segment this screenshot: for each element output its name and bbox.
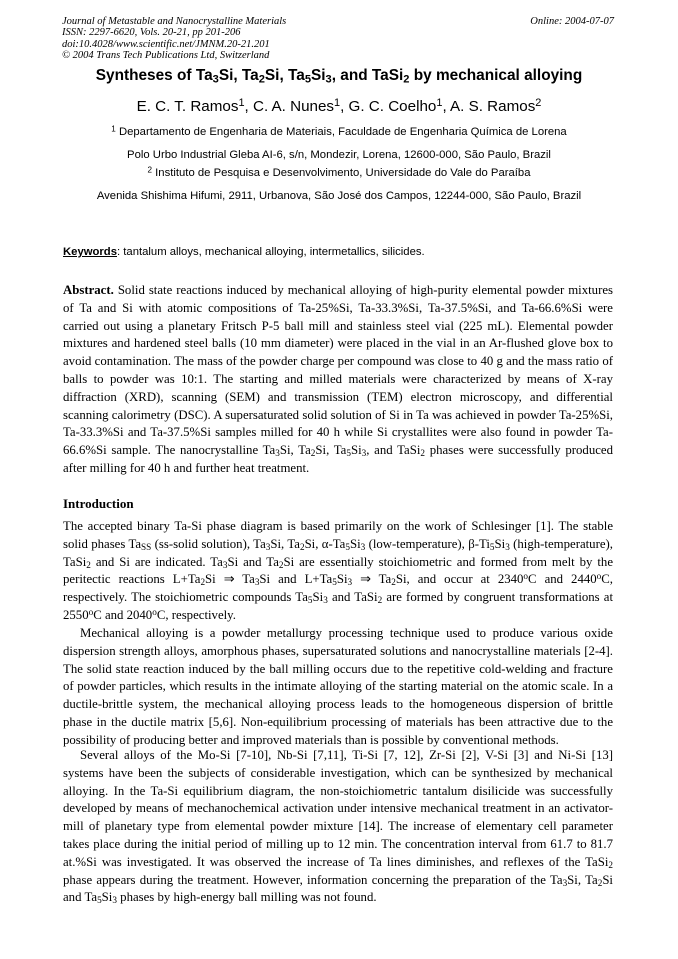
introduction-heading: Introduction bbox=[63, 496, 134, 511]
abstract-paragraph: Abstract. Solid state reactions induced by mechanical alloying of high-purity elemental powder mixtures of Ta and Si with atomic compositions of Ta-25%Si, Ta-33.3%Si, Ta-37.5%Si, and Ta-66.6%Si were carried out using a planetary Fritsch P-5 ball mill and stainless steel vial (225 mL). Elemental powder mixtures and hardened steel balls (10 mm diameter) were placed in the vial in an Ar-flushed glove box to avoid contamination. The mass of the powder charge per compound was close to 40 g and the mass ratio of balls to powder was 10:1. The starting and milled materials were characterized by means of X-ray diffraction (XRD), scanning (SEM) and transmission (TEM) electron microscopy, and differential scanning calorimetry (DSC). A supersaturated solid solution of Si in Ta was achieved in powder Ta-25%Si, Ta-33.3%Si and Ta-37.5%Si samples milled for 40 h while Si crystallites were also found in powder Ta-66.6%Si sample. The nanocrystalline $Ta_3Si$, $Ta_2Si$, $Ta_5Si_3$, and TaSi$_2$ phases were successfully produced after milling for 40 h and further heat treatment. bbox=[63, 283, 613, 475]
affiliation-1-line-1: $^1$ Departamento de Engenharia de Materiais, Faculdade de Engenharia Química de Lorena bbox=[111, 124, 567, 138]
doi-line[interactable]: doi:10.4028/www.scientific.net/JMNM.20-21.201 bbox=[62, 38, 270, 50]
journal-header bbox=[62, 16, 286, 62]
intro-paragraph-2: Mechanical alloying is a powder metallurgy processing technique used to produce various oxide dispersion strength alloys, amorphous phases, supersaturated solutions and nanocrystalline materials [2-4]. The solid state reaction induced by the ball milling occurs due to the repetitive cold-welding and fracture of powder particles, which results in the intimate alloying of the starting material on the atomic scale. In a ductile-brittle system, the mechanical alloying process leads to the homogeneous dispersion of brittle phase in the ductile matrix [5,6]. Non-equilibrium processing of materials has been attractive due to the possibility of producing better and improved materials than is possible by conventional methods. bbox=[63, 626, 613, 747]
affiliation-2-line-2: Avenida Shishima Hifumi, 2911, Urbanova, São José dos Campos, 12244-000, São Paulo, Brazil bbox=[96, 190, 582, 202]
issn-line: ISSN: 2297-6620, Vols. 20-21, pp 201-206 bbox=[62, 27, 241, 39]
author-list: E. C. T. Ramos$^1$, C. A. Nunes$^1$, G. C. Coelho$^1$, A. S. Ramos$^2$ bbox=[136, 97, 542, 115]
abstract-label: Abstract. bbox=[63, 283, 114, 297]
journal-name: Journal of Metastable and Nanocrystalline Materials bbox=[62, 16, 287, 27]
keywords-text: : tantalum alloys, mechanical alloying, intermetallics, silicides. bbox=[117, 246, 425, 258]
intro-paragraph-3: Several alloys of the Mo-Si [7-10], Nb-Si [7,11], Ti-Si [7, 12], Zr-Si [2], V-Si [3] and Ni-Si [13] systems have been the subjects of considerable investigation, which can be synthesized by mechanical alloying. In the Ta-Si equilibrium diagram, the non-stoichiometric tantalum disilicide was successfully developed by means of mechanochemical activation under intensive mechanical treatment in an activator-mill of planetary type from elemental powder mixture [14]. The increase of elementary cell parameter takes place during the initial period of milling up to 12 min. The concentration interval from 61.7 to 81.7 at.%Si was investigated. It was observed the increase of Ta lines diminishes, and reflexes of the TaSi$_2$ phase appears during the treatment. However, information concerning the preparation of the $Ta_3Si$, $Ta_2Si$ and $Ta_5Si_3$ phases by high-energy ball milling was not found. bbox=[63, 748, 613, 906]
affiliation-2-line-1: $^2$ Instituto de Pesquisa e Desenvolvimento, Universidade do Vale do Paraíba bbox=[147, 165, 531, 179]
keywords-line bbox=[63, 246, 425, 258]
copyright-line: © 2004 Trans Tech Publications Ltd, Switzerland bbox=[62, 50, 270, 62]
online-date: Online: 2004-07-07 bbox=[530, 16, 614, 27]
intro-paragraph-1: The accepted binary Ta-Si phase diagram is based primarily on the work of Schlesinger [1]. The stable solid phases $Ta_{SS}$ (ss-solid solution), $Ta_3Si$, $Ta_2Si$, $\alpha-Ta_5Si_3$ (low-temperature), $\beta-Ti_5Si_3$ (high-temperature), TaSi$_2$ and Si are indicated. $Ta_3Si$ and $Ta_2Si$ are essentially stoichiometric and formed from melt by the peritectic reactions $L+Ta_2Si$ ⇒ $Ta_3Si$ and $L+Ta_5Si_3$ ⇒ $Ta_2Si$, and occur at 2340$^o$C and 2440$^o$C, respectively. The stoichiometric compounds $Ta_5Si_3$ and TaSi$_2$ are formed by congruent transformations at 2550$^o$C and 2040$^o$C, respectively. bbox=[63, 519, 613, 622]
keywords-label: Keywords bbox=[63, 246, 117, 258]
paper-title: Syntheses of $Ta_3Si$, $Ta_2Si$, $Ta_5Si_3$, and TaSi$_2$ by mechanical alloying bbox=[95, 67, 583, 86]
affiliation-1-line-2: Polo Urbo Industrial Gleba AI-6, s/n, Mondezir, Lorena, 12600-000, São Paulo, Brazil bbox=[127, 149, 551, 161]
